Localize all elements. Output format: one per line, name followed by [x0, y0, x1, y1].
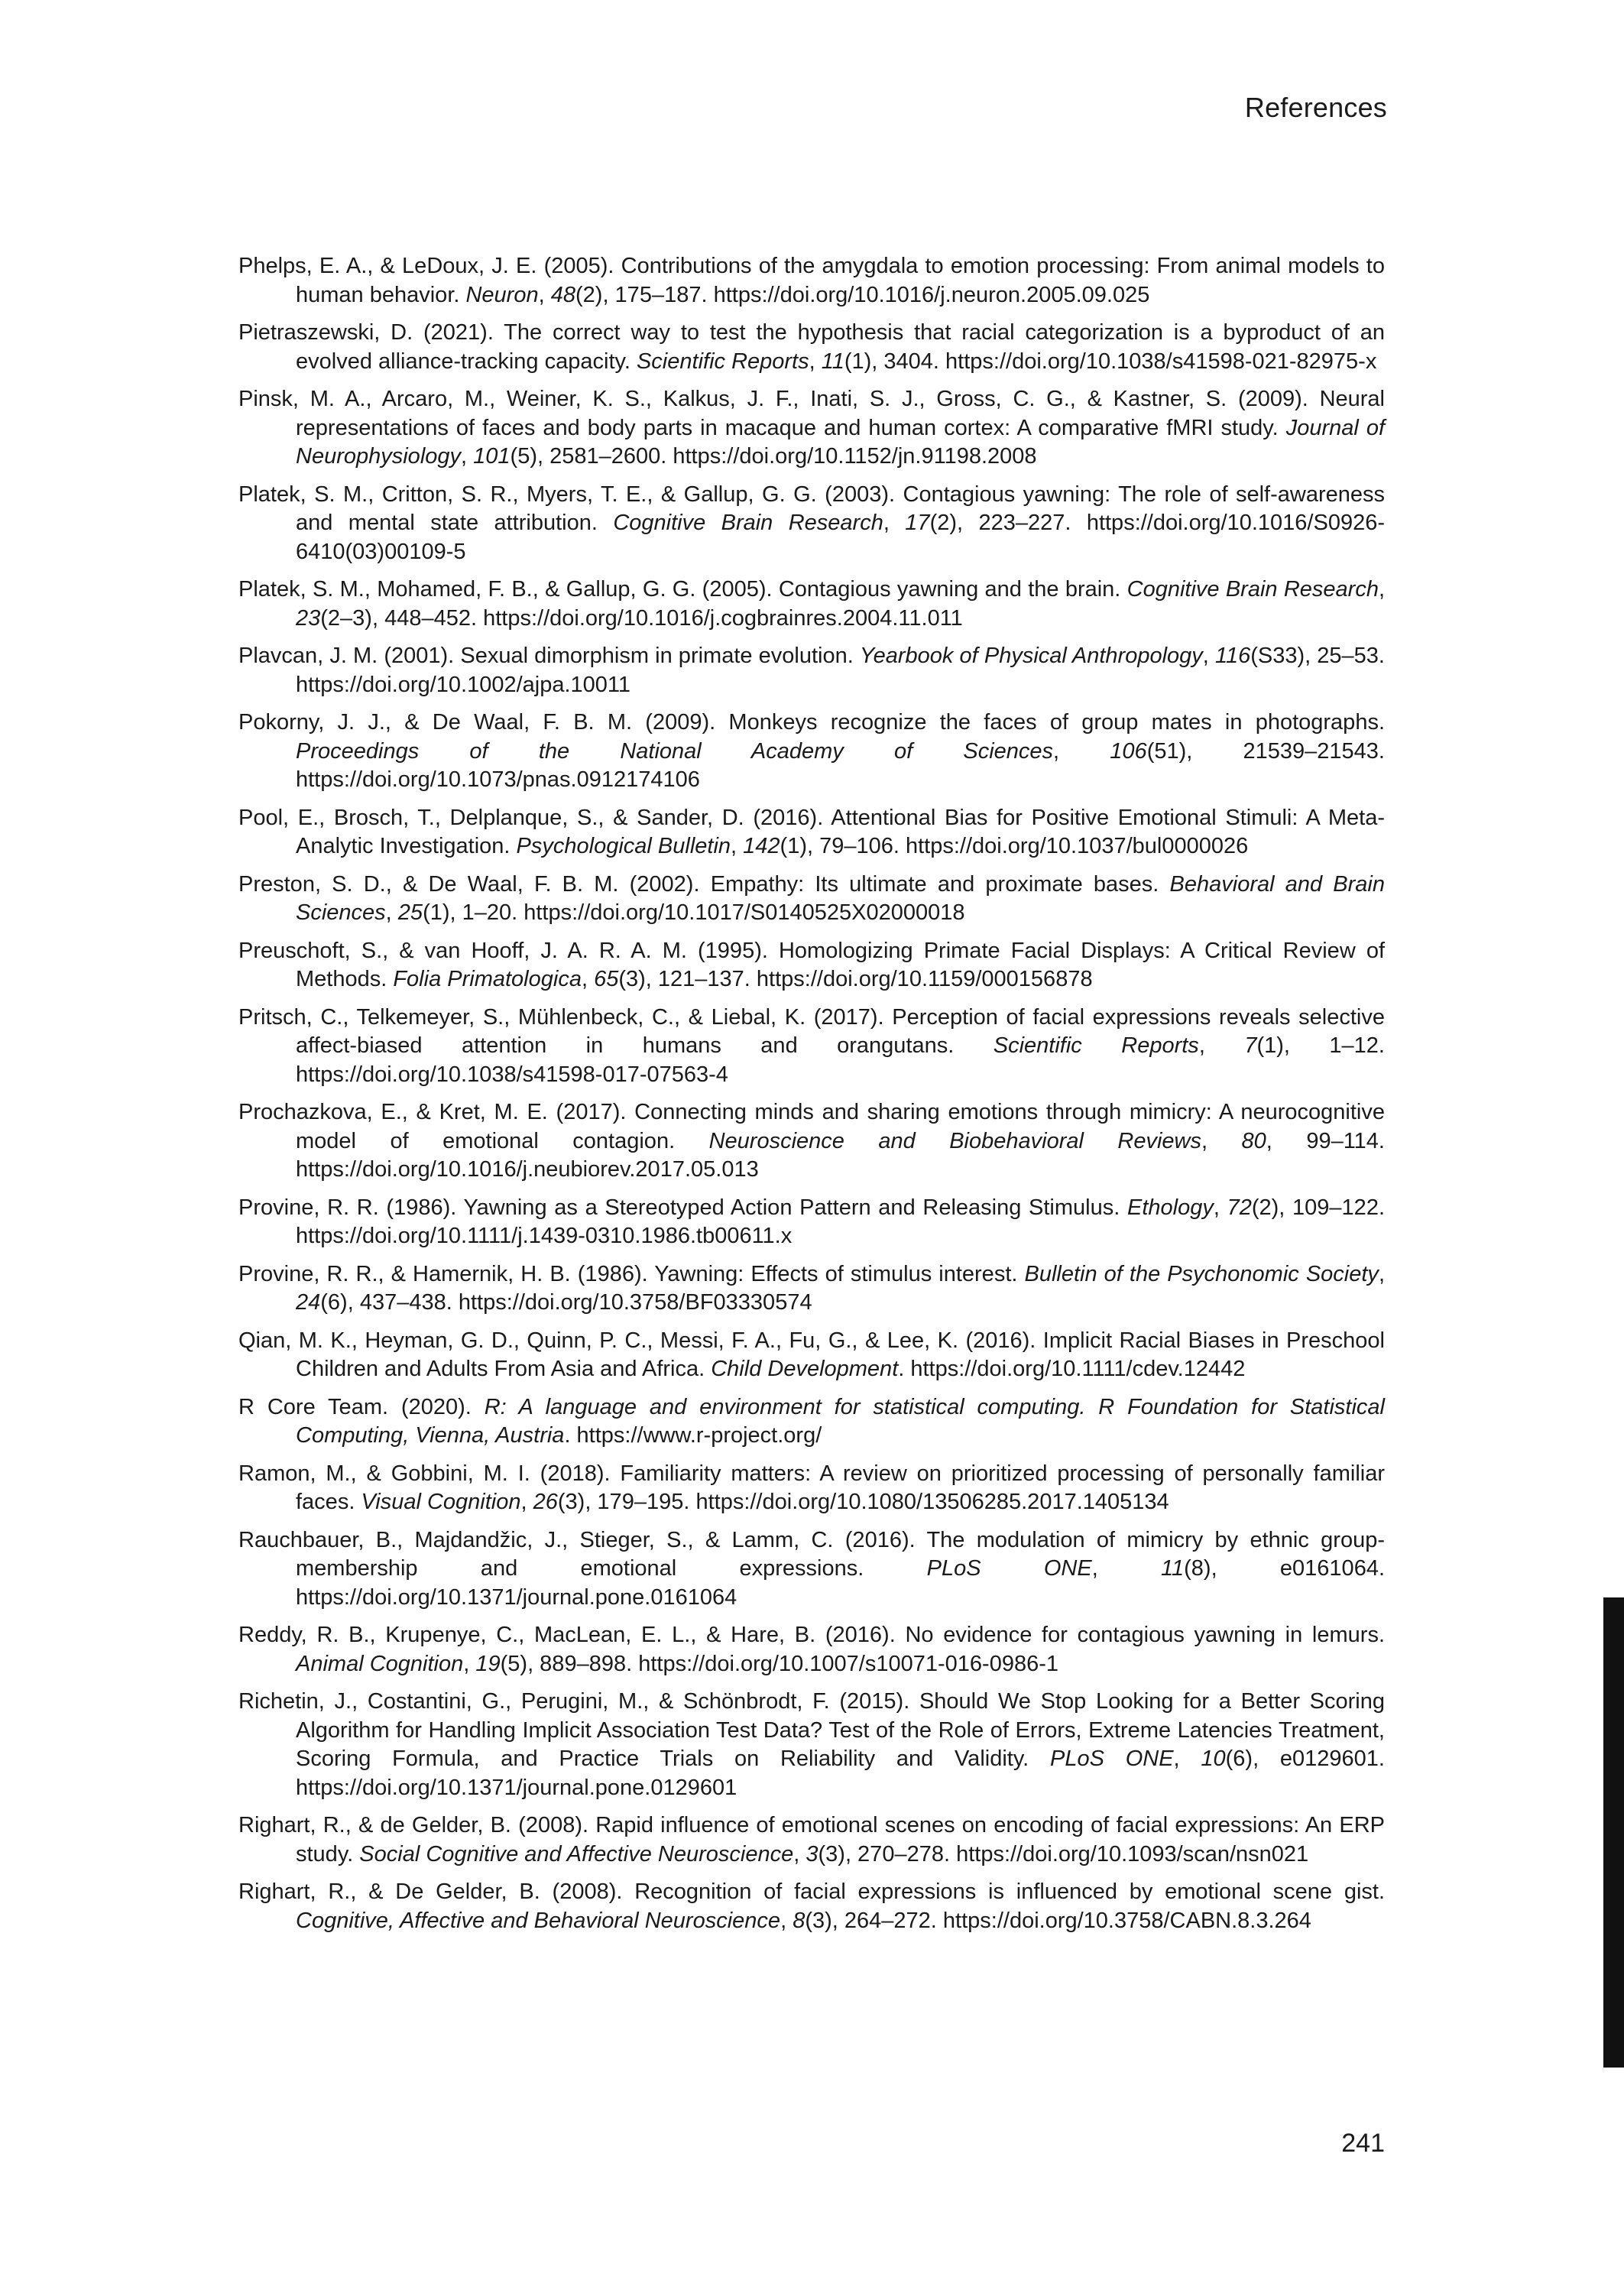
reference-details: (1), 79–106. https://doi.org/10.1037/bul0000026 [780, 834, 1249, 858]
reference-volume: 10 [1201, 1747, 1226, 1771]
reference-entry [238, 937, 1385, 994]
reference-details: (5), 2581–2600. https://doi.org/10.1152/jn.91198.2008 [510, 444, 1037, 469]
page-number: 241 [1341, 2129, 1385, 2158]
reference-separator: , [809, 349, 822, 374]
reference-volume: 65 [594, 967, 619, 991]
reference-source: Ethology [1126, 1195, 1214, 1220]
reference-entry [238, 252, 1385, 310]
reference-details: (2), 175–187. https://doi.org/10.1016/j.neuron.2005.09.025 [575, 282, 1150, 307]
reference-volume: 8 [793, 1908, 806, 1933]
reference-entry [238, 1260, 1385, 1318]
reference-separator: , [581, 967, 595, 991]
reference-separator: , [1201, 1128, 1242, 1153]
reference-volume: 72 [1227, 1195, 1252, 1220]
reference-details: (1), 3404. https://doi.org/10.1038/s41598-021-82975-x [844, 349, 1377, 374]
reference-separator: , [883, 511, 906, 535]
reference-entry [238, 804, 1385, 861]
reference-separator: , [1198, 1033, 1245, 1058]
reference-source: PLoS ONE [1050, 1747, 1174, 1771]
reference-source: Journal of Neurophysiology [296, 415, 1386, 469]
reference-source: Neuroscience and Biobehavioral Reviews [708, 1128, 1201, 1153]
reference-separator: , [1173, 1747, 1201, 1771]
reference-text: Provine, R. R. (1986). Yawning as a Stereotyped Action Pattern and Releasing Stimulus. [238, 1195, 1127, 1220]
reference-volume: 25 [397, 900, 423, 925]
reference-volume: 11 [1161, 1556, 1185, 1581]
reference-text: R Core Team. (2020). [238, 1394, 485, 1419]
reference-entry [238, 1194, 1385, 1251]
reference-entry [238, 1621, 1385, 1678]
reference-entry [238, 1393, 1385, 1451]
reference-separator: , [1053, 738, 1110, 764]
reference-volume: 24 [296, 1290, 321, 1315]
reference-entry [238, 1811, 1385, 1869]
reference-source: Animal Cognition [296, 1651, 464, 1676]
reference-source: Yearbook of Physical Anthropology [859, 644, 1203, 668]
reference-volume: 3 [806, 1841, 818, 1867]
reference-volume: 48 [550, 282, 575, 307]
reference-details: (51), 21539–21543. https://doi.org/10.1073/pnas.0912174106 [296, 738, 1385, 792]
reference-details: (6), 437–438. https://doi.org/10.3758/BF03330574 [320, 1290, 812, 1315]
reference-text: Preuschoft, S., & van Hooff, J. A. R. A. M. (1995). Homologizing Primate Facial Displays: A Critical Review of Methods. [238, 938, 1385, 991]
reference-source: Scientific Reports [993, 1033, 1199, 1058]
reference-details: (1), 1–12. https://doi.org/10.1038/s41598-017-07563-4 [296, 1033, 1385, 1087]
reference-entry [238, 1004, 1385, 1090]
reference-text: Preston, S. D., & De Waal, F. B. M. (2002). Empathy: Its ultimate and proximate bases. [238, 871, 1170, 897]
reference-text: Reddy, R. B., Krupenye, C., MacLean, E. L., & Hare, B. (2016). No evidence for contagious yawning in lemurs. [238, 1623, 1385, 1647]
reference-text: Provine, R. R., & Hamernik, H. B. (1986). Yawning: Effects of stimulus interest. [238, 1261, 1025, 1286]
reference-entry [238, 1688, 1385, 1802]
reference-separator: , [780, 1908, 793, 1933]
reference-source: Scientific Reports [636, 349, 809, 374]
reference-separator: , [1378, 577, 1386, 602]
reference-source: Folia Primatologica [393, 967, 582, 991]
reference-source: Cognitive Brain Research [613, 511, 883, 535]
reference-details: (8), e0161064. https://doi.org/10.1371/journal.pone.0161064 [296, 1556, 1386, 1610]
reference-entry [238, 319, 1385, 376]
reference-text: Qian, M. K., Heyman, G. D., Quinn, P. C., Messi, F. A., Fu, G., & Lee, K. (2016). Implicit Racial Biases in Preschool Children and Adults From Asia and Africa. [238, 1328, 1385, 1381]
reference-entry [238, 1098, 1385, 1185]
thumb-index-tab [1603, 1597, 1624, 2068]
reference-list [238, 252, 1385, 1944]
reference-entry [238, 871, 1385, 928]
reference-entry [238, 1460, 1385, 1517]
reference-text: Rauchbauer, B., Majdandžic, J., Stieger, S., & Lamm, C. (2016). The modulation of mimicry by ethnic group-membership and emotional expressions. [238, 1527, 1385, 1581]
reference-text: Phelps, E. A., & LeDoux, J. E. (2005). Contributions of the amygdala to emotion processing: From animal models to human behavior. [238, 254, 1385, 307]
reference-separator: , [793, 1841, 806, 1867]
reference-volume: 142 [743, 834, 780, 858]
reference-source: Social Cognitive and Affective Neuroscience [359, 1841, 794, 1867]
reference-source: R: A language and environment for statistical computing. R Foundation for Statistical Computing, Vienna, Austria [296, 1394, 1385, 1448]
reference-separator: , [461, 444, 474, 469]
reference-details: (3), 270–278. https://doi.org/10.1093/scan/nsn021 [818, 1841, 1309, 1867]
reference-details: (1), 1–20. https://doi.org/10.1017/S0140525X02000018 [423, 900, 965, 925]
reference-source: Cognitive, Affective and Behavioral Neuroscience [296, 1908, 781, 1933]
reference-volume: 101 [473, 444, 511, 469]
reference-source: Bulletin of the Psychonomic Society [1024, 1261, 1379, 1286]
reference-text: Ramon, M., & Gobbini, M. I. (2018). Familiarity matters: A review on prioritized processing of personally familiar faces. [238, 1461, 1385, 1514]
reference-text: Righart, R., & De Gelder, B. (2008). Recognition of facial expressions is influenced by emotional scene gist. [238, 1879, 1385, 1904]
reference-text: Prochazkova, E., & Kret, M. E. (2017). Connecting minds and sharing emotions through mimicry: A neurocognitive model of emotional contagion. [238, 1100, 1385, 1153]
reference-details: (S33), 25–53. https://doi.org/10.1002/ajpa.10011 [296, 644, 1385, 697]
reference-details: . https://doi.org/10.1111/cdev.12442 [898, 1357, 1246, 1381]
reference-entry [238, 709, 1385, 795]
reference-details: (3), 264–272. https://doi.org/10.3758/CABN.8.3.264 [805, 1908, 1311, 1933]
reference-volume: 23 [296, 605, 321, 631]
reference-separator: , [731, 834, 744, 858]
reference-volume: 11 [821, 349, 844, 374]
reference-text: Pietraszewski, D. (2021). The correct way to test the hypothesis that racial categorization is a byproduct of an evolved alliance-tracking capacity. [238, 320, 1385, 374]
reference-separator: , [538, 282, 551, 307]
reference-source: Psychological Bulletin [516, 834, 731, 858]
reference-separator: , [1091, 1556, 1162, 1581]
reference-text: Pinsk, M. A., Arcaro, M., Weiner, K. S., Kalkus, J. F., Inati, S. J., Gross, C. G., & Kastner, S. (2009). Neural representations of faces and body parts in macaque and human cortex: A comparative fMRI study. [238, 387, 1385, 440]
reference-separator: , [1213, 1195, 1227, 1220]
reference-entry [238, 576, 1385, 633]
reference-volume: 26 [533, 1490, 558, 1514]
reference-separator: , [463, 1651, 476, 1676]
reference-source: Visual Cognition [361, 1490, 521, 1514]
reference-text: Plavcan, J. M. (2001). Sexual dimorphism in primate evolution. [238, 644, 860, 668]
reference-volume: 19 [475, 1651, 501, 1676]
reference-text: Platek, S. M., Critton, S. R., Myers, T. E., & Gallup, G. G. (2003). Contagious yawning: The role of self-awareness and mental state attribution. [238, 482, 1385, 535]
reference-details: (2), 109–122. https://doi.org/10.1111/j.1439-0310.1986.tb00611.x [296, 1195, 1385, 1248]
reference-separator: , [520, 1490, 533, 1514]
reference-entry [238, 481, 1385, 567]
reference-volume: 116 [1214, 644, 1251, 668]
reference-volume: 17 [905, 511, 930, 535]
reference-source: Behavioral and Brain Sciences [296, 871, 1385, 925]
reference-details: , 99–114. https://doi.org/10.1016/j.neubiorev.2017.05.013 [296, 1128, 1385, 1182]
reference-separator: , [1202, 644, 1215, 668]
reference-separator: , [385, 900, 398, 925]
reference-source: Proceedings of the National Academy of Sciences [296, 738, 1054, 764]
reference-source: PLoS ONE [926, 1556, 1092, 1581]
reference-details: (2–3), 448–452. https://doi.org/10.1016/j.cogbrainres.2004.11.011 [320, 605, 963, 631]
reference-entry [238, 642, 1385, 699]
reference-details: (6), e0129601. https://doi.org/10.1371/journal.pone.0129601 [296, 1747, 1385, 1800]
reference-text: Pokorny, J. J., & De Waal, F. B. M. (2009). Monkeys recognize the faces of group mates in photographs. [238, 710, 1385, 735]
reference-text: Pritsch, C., Telkemeyer, S., Mühlenbeck, C., & Liebal, K. (2017). Perception of facial expressions reveals selective affect-biased attention in humans and orangutans. [238, 1004, 1385, 1058]
reference-text: Righart, R., & de Gelder, B. (2008). Rapid influence of emotional scenes on encoding of facial expressions: An ERP study. [238, 1813, 1385, 1867]
reference-entry [238, 1526, 1385, 1613]
reference-details: (5), 889–898. https://doi.org/10.1007/s10071-016-0986-1 [500, 1651, 1058, 1676]
reference-text: Pool, E., Brosch, T., Delplanque, S., & Sander, D. (2016). Attentional Bias for Positive Emotional Stimuli: A Meta-Analytic Investigation. [238, 805, 1385, 858]
running-head: References [1244, 92, 1387, 123]
reference-source: Neuron [465, 282, 539, 307]
reference-details: (3), 179–195. https://doi.org/10.1080/13506285.2017.1405134 [557, 1490, 1169, 1514]
reference-volume: 80 [1241, 1128, 1266, 1153]
reference-volume: 106 [1110, 738, 1147, 764]
reference-text: Platek, S. M., Mohamed, F. B., & Gallup, G. G. (2005). Contagious yawning and the brain. [238, 577, 1127, 602]
reference-source: Child Development [711, 1357, 899, 1381]
reference-entry [238, 1878, 1385, 1935]
reference-text: Richetin, J., Costantini, G., Perugini, M., & Schönbrodt, F. (2015). Should We Stop Looking for a Better Scoring Algorithm for Handling Implicit Association Test Data? Test of the Role of Errors, Extreme Latencies Treatment, Scoring Formula, and Practice Trials on Reliability and Validity. [238, 1689, 1385, 1771]
reference-source: Cognitive Brain Research [1126, 577, 1379, 602]
reference-details: (2), 223–227. https://doi.org/10.1016/S0926-6410(03)00109-5 [296, 511, 1385, 564]
reference-entry [238, 1327, 1385, 1384]
reference-details: (3), 121–137. https://doi.org/10.1159/000156878 [618, 967, 1093, 991]
reference-details: . https://www.r-project.org/ [564, 1423, 822, 1448]
reference-separator: , [1378, 1261, 1385, 1286]
reference-entry [238, 385, 1385, 472]
reference-volume: 7 [1244, 1033, 1257, 1058]
